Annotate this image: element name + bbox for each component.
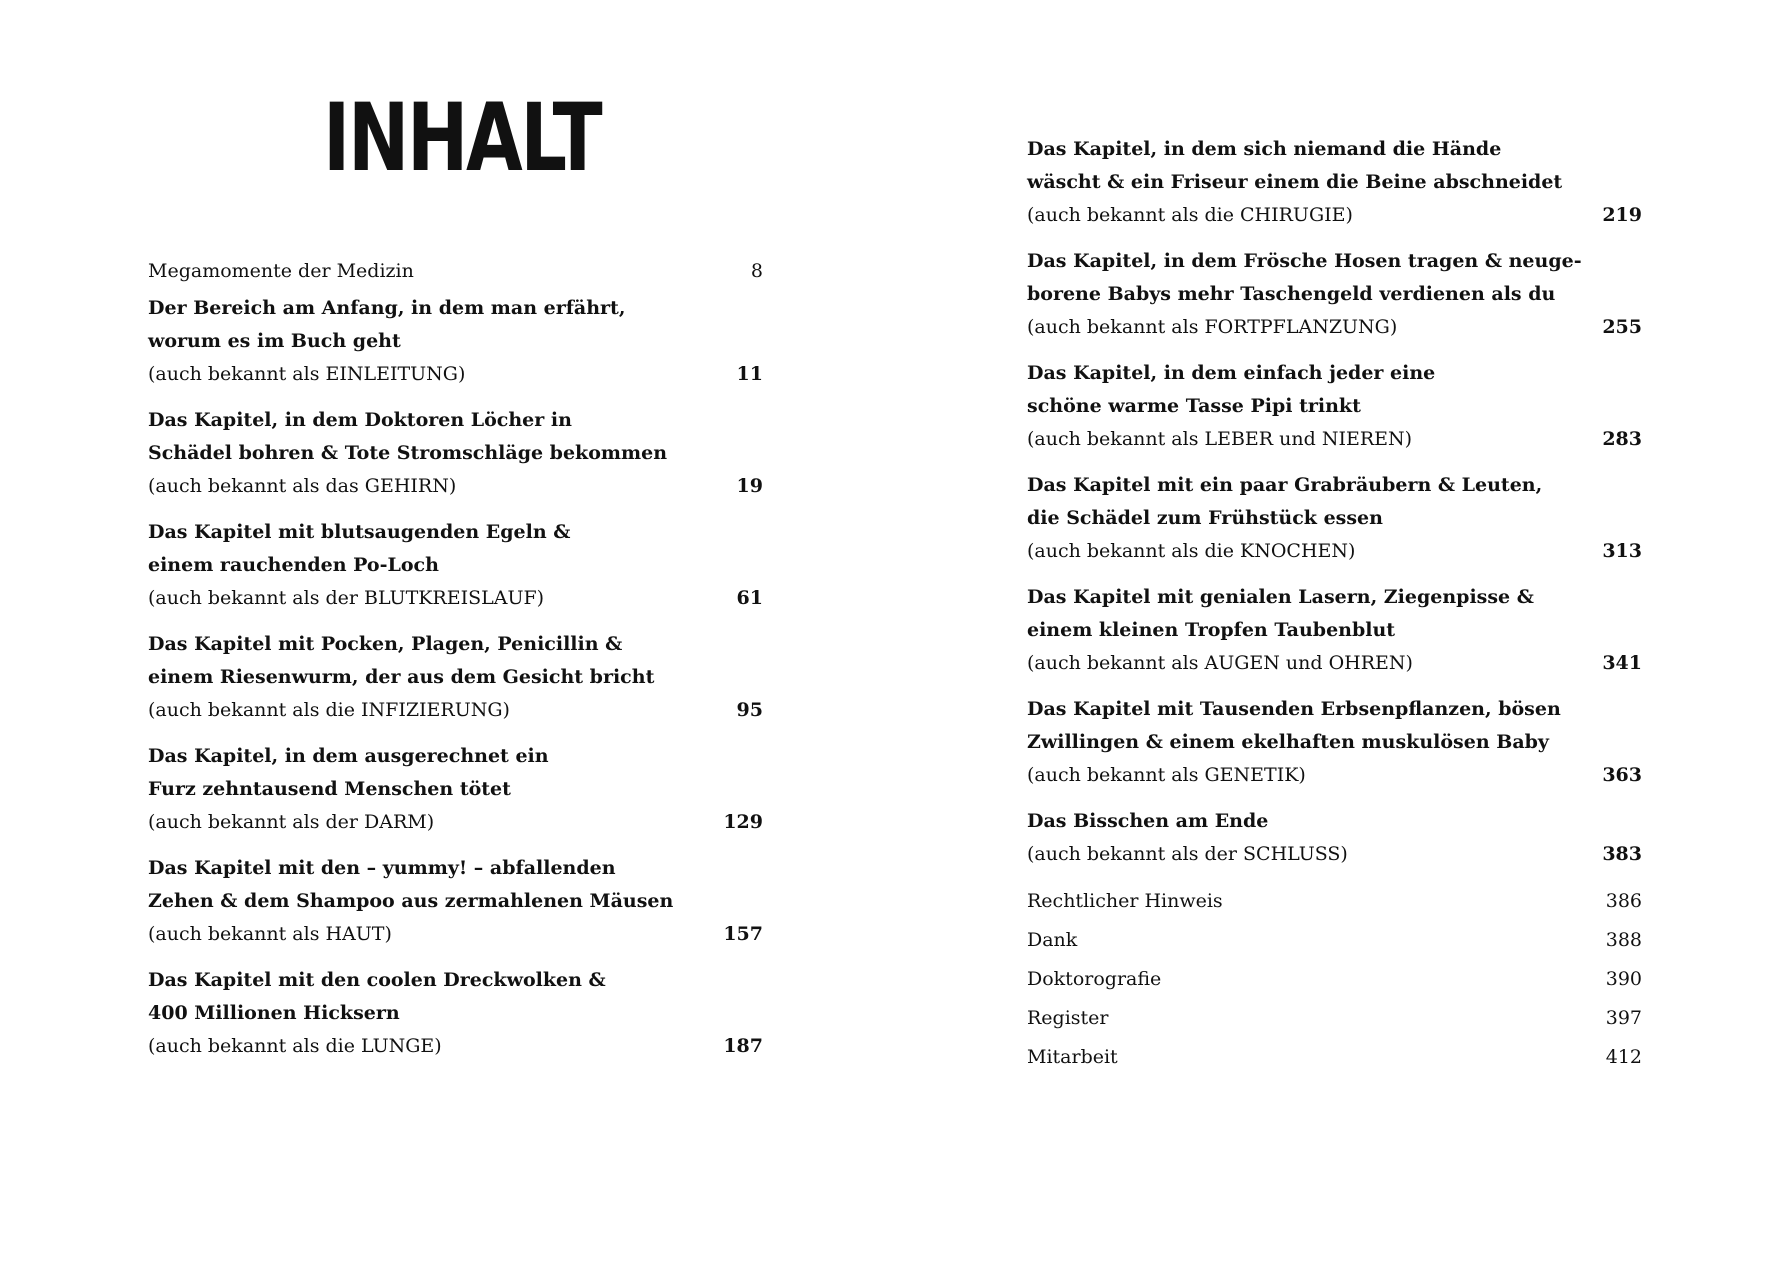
toc-page-number: 388 [1605, 929, 1642, 951]
chapter-title-line-1: Das Bisschen am Ende [1027, 810, 1269, 832]
toc-list-right [1027, 133, 1642, 1074]
toc-entry-title: Register [1027, 1007, 1109, 1029]
toc-page-number: 341 [1602, 652, 1642, 674]
chapter-title-line-2: einem kleinen Tropfen Taubenblut [1027, 619, 1396, 641]
chapter-title-line-1: Das Kapitel mit den coolen Dreckwolken & [148, 969, 606, 991]
chapter-title-line-1: Das Kapitel, in dem sich niemand die Hände [1027, 138, 1502, 160]
toc-page-number: 313 [1602, 540, 1642, 562]
toc-page-number: 412 [1605, 1046, 1642, 1068]
chapter-title-line-2: einem Riesenwurm, der aus dem Gesicht bricht [148, 666, 655, 688]
chapter-title-line-2: Furz zehntausend Menschen tötet [148, 778, 511, 800]
chapter-title-line-2: borene Babys mehr Taschengeld verdienen als du [1027, 283, 1556, 305]
toc-page-number: 157 [723, 923, 763, 945]
page-title: INHALT [323, 84, 601, 193]
toc-page-number: 383 [1602, 843, 1642, 865]
chapter-title-line-1: Das Kapitel mit genialen Lasern, Ziegenpisse & [1027, 586, 1534, 608]
chapter-alias: (auch bekannt als der DARM) [148, 811, 435, 833]
toc-page-number: 386 [1605, 890, 1642, 912]
toc-page-number: 283 [1602, 428, 1642, 450]
toc-chapter-entry[interactable] [148, 964, 763, 1063]
chapter-alias: (auch bekannt als GENETIK) [1027, 764, 1306, 786]
toc-entry[interactable] [1027, 1041, 1642, 1074]
toc-chapter-entry[interactable] [148, 852, 763, 951]
toc-chapter-entry[interactable] [1027, 693, 1642, 792]
toc-page-number: 363 [1602, 764, 1642, 786]
chapter-alias: (auch bekannt als HAUT) [148, 923, 392, 945]
chapter-alias: (auch bekannt als LEBER und NIEREN) [1027, 428, 1413, 450]
chapter-title-line-1: Das Kapitel, in dem Frösche Hosen tragen & neuge- [1027, 250, 1582, 272]
toc-entry-title: Dank [1027, 929, 1078, 951]
toc-page-number: 187 [723, 1035, 763, 1057]
toc-page-number: 19 [736, 475, 763, 497]
toc-entry-title: Rechtlicher Hinweis [1027, 890, 1223, 912]
chapter-title-line-1: Das Kapitel, in dem einfach jeder eine [1027, 362, 1436, 384]
chapter-title-line-2: die Schädel zum Frühstück essen [1027, 507, 1383, 529]
toc-page-number: 397 [1605, 1007, 1642, 1029]
chapter-title-line-2: einem rauchenden Po-Loch [148, 554, 439, 576]
toc-chapter-entry[interactable] [148, 516, 763, 615]
chapter-alias: (auch bekannt als FORTPFLANZUNG) [1027, 316, 1398, 338]
chapter-title-line-2: Schädel bohren & Tote Stromschläge bekommen [148, 442, 668, 464]
chapter-title-line-2: wäscht & ein Friseur einem die Beine abschneidet [1027, 171, 1563, 193]
chapter-title-line-1: Das Kapitel mit blutsaugenden Egeln & [148, 521, 571, 543]
toc-chapter-entry[interactable] [1027, 245, 1642, 344]
chapter-alias: (auch bekannt als das GEHIRN) [148, 475, 457, 497]
toc-entry-title: Doktorografie [1027, 968, 1162, 990]
chapter-alias: (auch bekannt als AUGEN und OHREN) [1027, 652, 1413, 674]
toc-chapter-entry[interactable] [1027, 469, 1642, 568]
chapter-alias: (auch bekannt als der SCHLUSS) [1027, 843, 1348, 865]
toc-page-number: 8 [750, 260, 763, 282]
chapter-title-line-2: 400 Millionen Hicksern [148, 1002, 400, 1024]
toc-page-number: 219 [1602, 204, 1642, 226]
toc-entry[interactable] [148, 255, 763, 288]
chapter-title-line-2: Zwillingen & einem ekelhaften muskulösen Baby [1027, 731, 1549, 753]
chapter-alias: (auch bekannt als EINLEITUNG) [148, 363, 466, 385]
toc-entry-title: Megamomente der Medizin [148, 260, 414, 282]
toc-chapter-entry[interactable] [148, 404, 763, 503]
chapter-title-line-1: Das Kapitel, in dem ausgerechnet ein [148, 745, 549, 767]
chapter-title-line-1: Das Kapitel mit den – yummy! – abfallenden [148, 857, 616, 879]
chapter-title-line-1: Das Kapitel mit Tausenden Erbsenpflanzen, bösen [1027, 698, 1561, 720]
toc-page-number: 61 [736, 587, 763, 609]
toc-chapter-entry[interactable] [148, 740, 763, 839]
toc-page-number: 390 [1605, 968, 1642, 990]
chapter-alias: (auch bekannt als der BLUTKREISLAUF) [148, 587, 545, 609]
chapter-title-line-2: worum es im Buch geht [148, 330, 401, 352]
chapter-alias: (auch bekannt als die CHIRUGIE) [1027, 204, 1353, 226]
chapter-alias: (auch bekannt als die INFIZIERUNG) [148, 699, 510, 721]
toc-list-left [148, 255, 763, 1063]
chapter-title-line-1: Das Kapitel mit ein paar Grabräubern & Leuten, [1027, 474, 1543, 496]
toc-page-number: 129 [723, 811, 763, 833]
chapter-title-line-1: Der Bereich am Anfang, in dem man erfährt, [148, 297, 626, 319]
toc-chapter-entry[interactable] [1027, 133, 1642, 232]
chapter-title-line-2: schöne warme Tasse Pipi trinkt [1027, 395, 1361, 417]
toc-entry[interactable] [1027, 924, 1642, 957]
toc-entry[interactable] [1027, 963, 1642, 996]
chapter-title-line-1: Das Kapitel mit Pocken, Plagen, Penicillin & [148, 633, 623, 655]
chapter-title-line-2: Zehen & dem Shampoo aus zermahlenen Mäusen [148, 890, 674, 912]
toc-page-number: 11 [736, 363, 763, 385]
toc-page-number: 255 [1602, 316, 1642, 338]
chapter-alias: (auch bekannt als die KNOCHEN) [1027, 540, 1356, 562]
toc-chapter-entry[interactable] [1027, 805, 1642, 871]
toc-chapter-entry[interactable] [148, 292, 763, 391]
chapter-title-line-1: Das Kapitel, in dem Doktoren Löcher in [148, 409, 572, 431]
toc-chapter-entry[interactable] [148, 628, 763, 727]
toc-entry-title: Mitarbeit [1027, 1046, 1118, 1068]
toc-chapter-entry[interactable] [1027, 581, 1642, 680]
chapter-alias: (auch bekannt als die LUNGE) [148, 1035, 442, 1057]
toc-entry[interactable] [1027, 885, 1642, 918]
toc-page-number: 95 [736, 699, 763, 721]
toc-chapter-entry[interactable] [1027, 357, 1642, 456]
toc-entry[interactable] [1027, 1002, 1642, 1035]
